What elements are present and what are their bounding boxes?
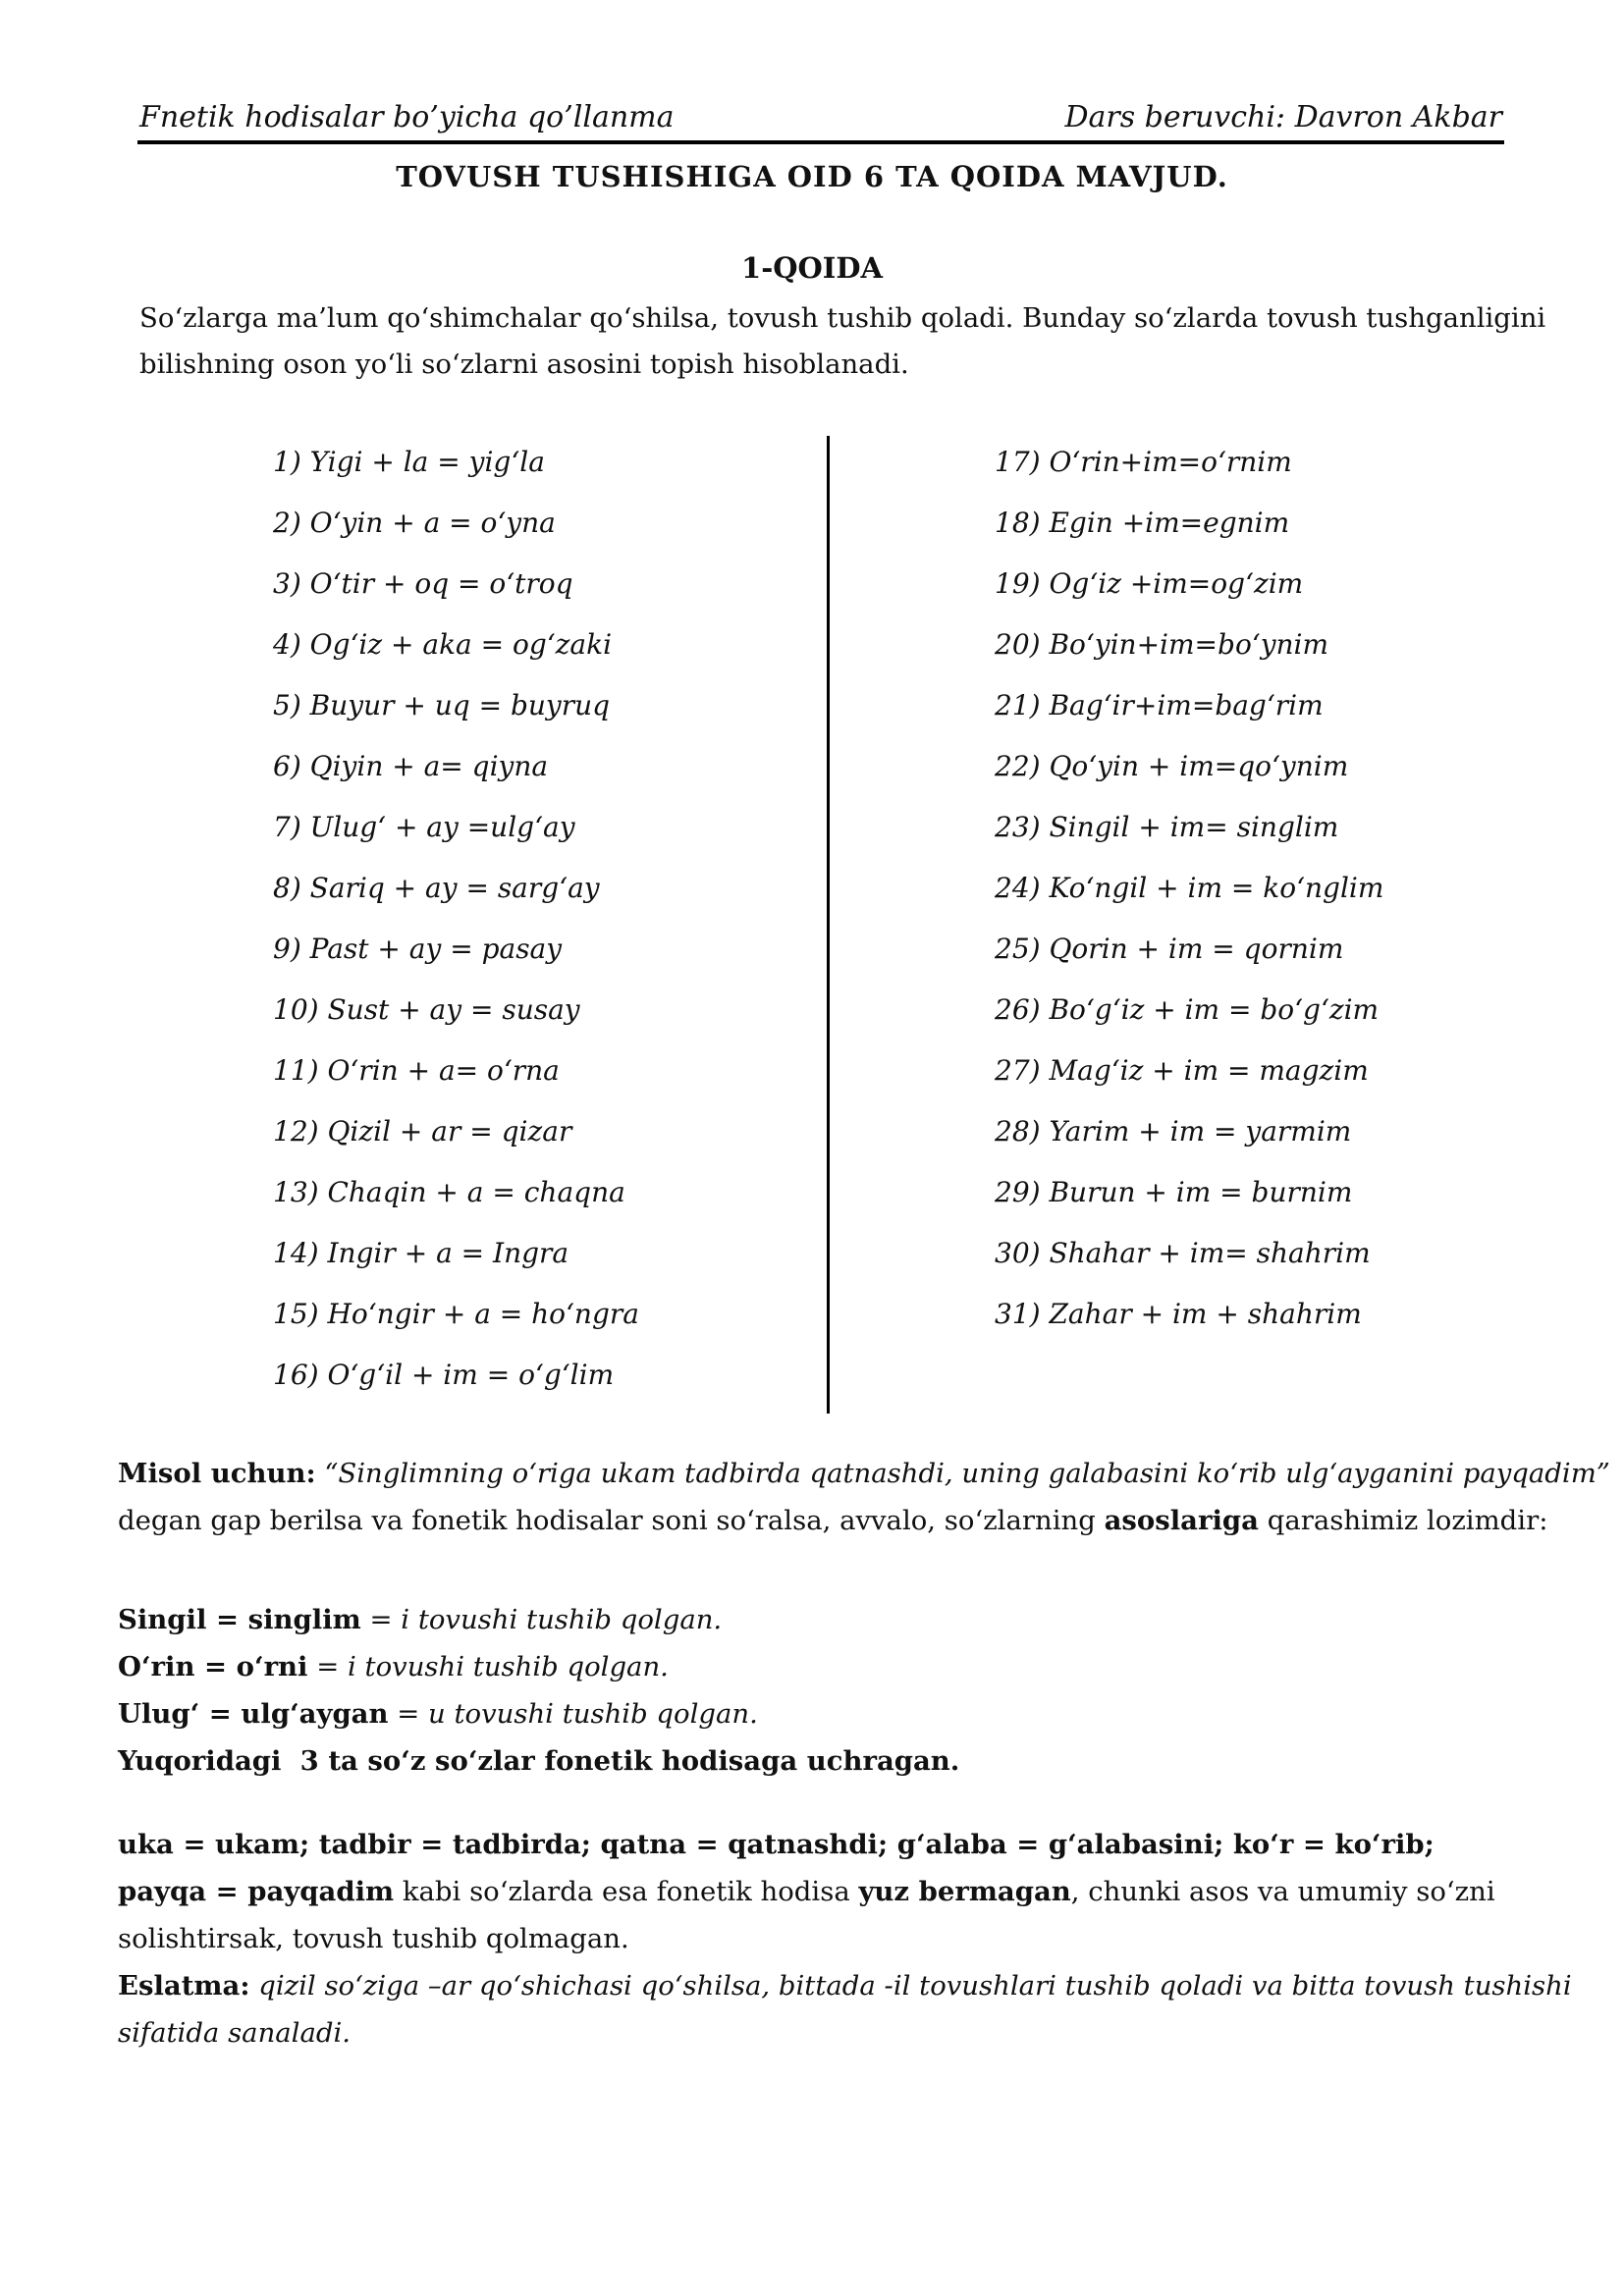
example-item: 23) Singil + im= singlim [995,811,1339,843]
example-item: 11) O‘rin + a= o‘rna [273,1054,560,1087]
note-line [118,1962,1572,2009]
example-item: 27) Mag‘iz + im = magzim [995,1054,1369,1087]
example-item: 24) Ko‘ngil + im = ko‘nglim [995,872,1384,904]
intro-line: So‘zlarga ma’lum qo‘shimchalar qo‘shilsa, tovush tushib qoladi. Bunday so‘zlarda tovush tushganligini [139,302,1546,334]
examples-left-column [273,432,639,1406]
example-item: 9) Past + ay = pasay [273,933,563,965]
intro-line: bilishning oson yo‘li so‘zlarni asosini topish hisoblanadi. [139,348,909,380]
text-span: degan gap berilsa va fonetik hodisalar soni so‘ralsa, avvalo, so‘zlarning [118,1505,1105,1536]
example-sentence-paragraph [118,1450,1610,1544]
non-example-line: solishtirsak, tovush tushib qolmagan. [118,1923,629,1954]
example-item: 1) Yigi + la = yig‘la [273,446,545,478]
derivation-line [118,1690,1532,1737]
example-item: 30) Shahar + im= shahrim [995,1237,1371,1269]
note-line: sifatida sanaladi. [118,2017,352,2049]
non-example-paragraph [118,1821,1572,2056]
example-item: 10) Sust + ay = susay [273,993,580,1026]
page-title: TOVUSH TUSHISHIGA OID 6 TA QOIDA MAVJUD. [396,160,1228,193]
example-item: 4) Og‘iz + aka = og‘zaki [273,628,613,661]
example-item: 20) Bo‘yin+im=bo‘ynim [995,628,1329,661]
example-sentence-quote: “Singlimning o‘riga ukam tadbirda qatnashdi, uning galabasini ko‘rib ulg‘ayganini payqadim” [315,1458,1610,1489]
derivation-words: O‘rin = o‘rni [118,1651,308,1682]
examples-right-column [995,432,1383,1345]
header-right: Dars beruvchi: Davron Akbar [1064,100,1502,134]
example-item: 3) O‘tir + oq = o‘troq [273,567,573,600]
note-label: Eslatma: [118,1970,250,2002]
derivation-words: Ulug‘ = ulg‘aygan [118,1698,389,1730]
text-span: , chunki asos va umumiy so‘zni [1070,1876,1495,1907]
example-sentence-line [118,1497,1548,1544]
example-item: 17) O‘rin+im=o‘rnim [995,446,1292,478]
example-item: 25) Qorin + im = qornim [995,933,1344,965]
text-bold: payqa = payqadim [118,1876,395,1907]
misol-label: Misol uchun: [118,1458,316,1489]
derivation-note: = u tovushi tushib qolgan. [388,1698,758,1730]
text-bold: yuz bermagan [858,1876,1071,1907]
example-item: 18) Egin +im=egnim [995,507,1290,539]
example-item: 15) Ho‘ngir + a = ho‘ngra [273,1298,639,1330]
derivations-block [118,1596,1532,1785]
rule-intro [139,295,1546,388]
summary-line: Yuqoridagi 3 ta so‘z so‘zlar fonetik hodisaga uchragan. [118,1745,960,1777]
example-item: 6) Qiyin + a= qiyna [273,750,549,782]
example-item: 2) O‘yin + a = o‘yna [273,507,556,539]
example-item: 14) Ingir + a = Ingra [273,1237,569,1269]
header-left: Fnetik hodisalar bo’yicha qo’llanma [139,100,675,134]
non-example-line: uka = ukam; tadbir = tadbirda; qatna = qatnashdi; g‘alaba = g‘alabasini; ko‘r = ko‘rib; [118,1829,1435,1860]
example-item: 13) Chaqin + a = chaqna [273,1176,625,1208]
example-item: 29) Burun + im = burnim [995,1176,1353,1208]
derivation-line [118,1643,1532,1690]
example-item: 12) Qizil + ar = qizar [273,1115,572,1148]
example-item: 31) Zahar + im + shahrim [995,1298,1362,1330]
text-span: qarashimiz lozimdir: [1258,1505,1548,1536]
example-item: 21) Bag‘ir+im=bag‘rim [995,689,1324,721]
example-item: 8) Sariq + ay = sarg‘ay [273,872,600,904]
rule-heading: 1-QOIDA [741,251,883,285]
example-item: 28) Yarim + im = yarmim [995,1115,1352,1148]
example-sentence-line [118,1450,1610,1497]
non-example-line [118,1868,1532,1915]
emphasis-asoslariga: asoslariga [1104,1505,1259,1536]
note-text: qizil so‘ziga –ar qo‘shichasi qo‘shilsa, bittada -il tovushlari tushib qoladi va bitta tovush tushishi [249,1970,1572,2002]
text-span: kabi so‘zlarda esa fonetik hodisa [394,1876,859,1907]
example-item: 26) Bo‘g‘iz + im = bo‘g‘zim [995,993,1380,1026]
example-item: 22) Qo‘yin + im=qo‘ynim [995,750,1349,782]
column-divider [827,436,830,1414]
example-item: 19) Og‘iz +im=og‘zim [995,567,1304,600]
derivation-note: = i tovushi tushib qolgan. [307,1651,669,1682]
example-item: 16) O‘g‘il + im = o‘g‘lim [273,1359,615,1391]
example-item: 5) Buyur + uq = buyruq [273,689,611,721]
header-rule [137,140,1504,144]
derivation-words: Singil = singlim [118,1604,361,1635]
derivation-note: = i tovushi tushib qolgan. [360,1604,723,1635]
derivation-line [118,1596,1532,1643]
example-item: 7) Ulug‘ + ay =ulg‘ay [273,811,575,843]
